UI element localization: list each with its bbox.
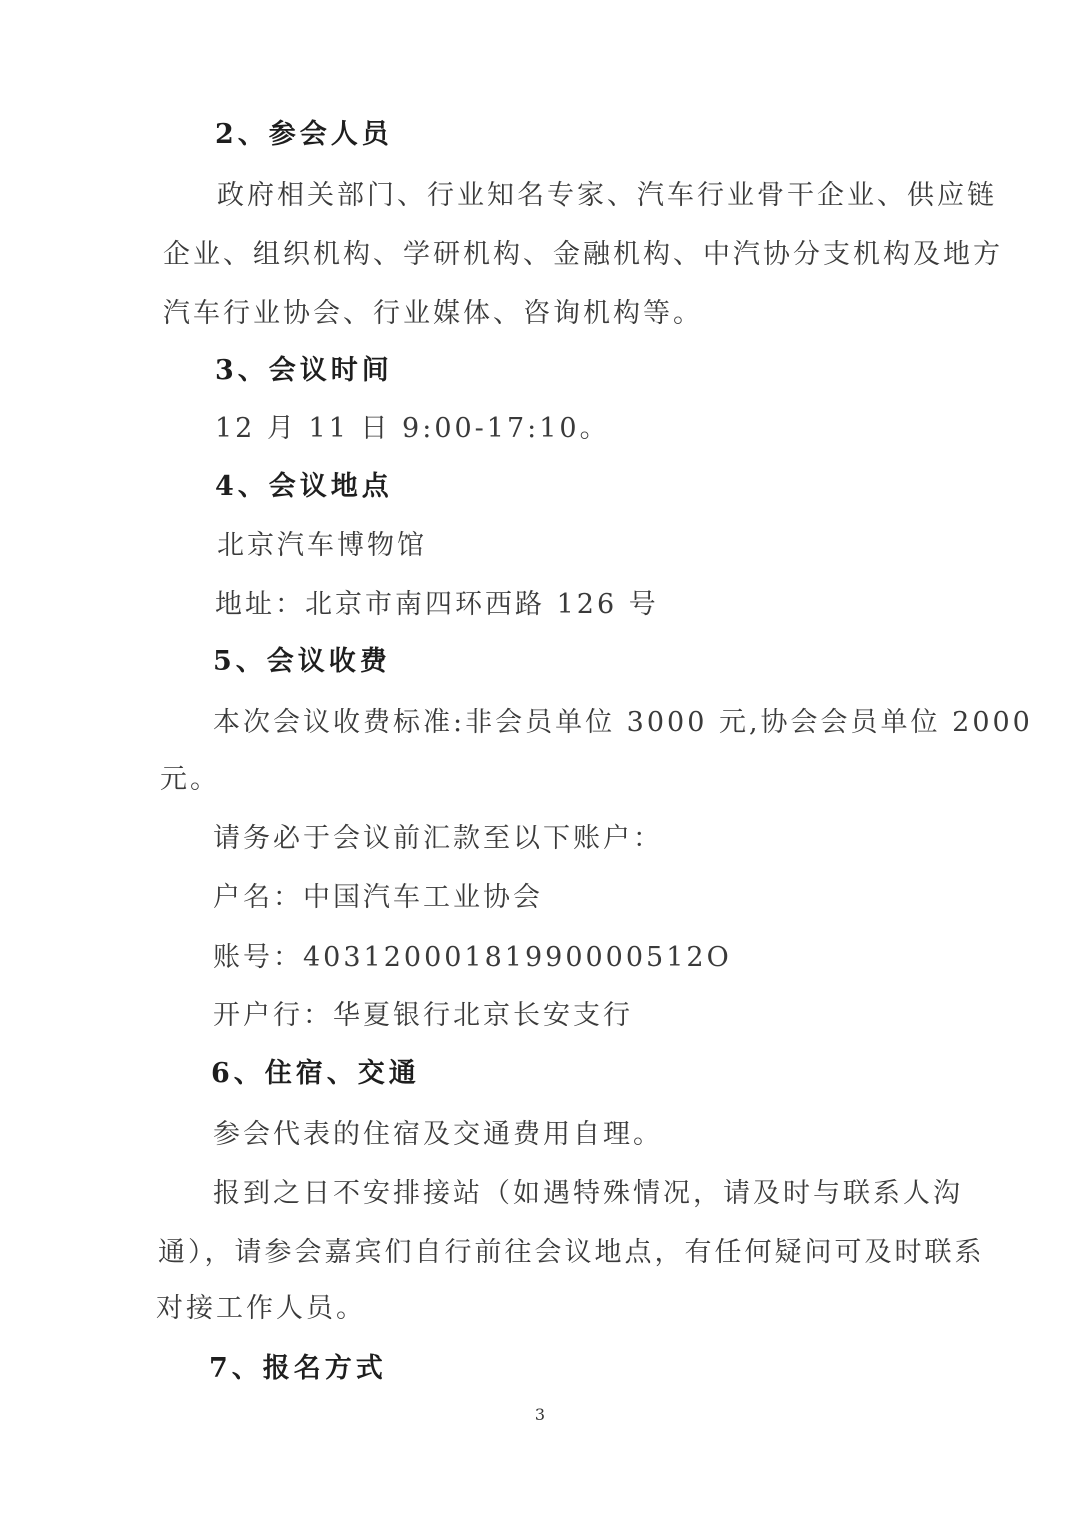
accommodation-note: 参会代表的住宿及交通费用自理。 bbox=[213, 1119, 663, 1150]
section-2-heading: 2、参会人员 bbox=[215, 119, 393, 150]
section-2-line-1: 政府相关部门、行业知名专家、汽车行业骨干企业、供应链 bbox=[217, 180, 997, 211]
account-name: 户名：中国汽车工业协会 bbox=[213, 882, 543, 913]
section-4-heading: 4、会议地点 bbox=[215, 471, 393, 502]
section-5-heading: 5、会议收费 bbox=[213, 646, 391, 677]
page-number: 3 bbox=[534, 1405, 546, 1424]
transport-note-line-2: 通），请参会嘉宾们自行前往会议地点，有任何疑问可及时联系 bbox=[158, 1237, 985, 1268]
fee-standard-line-1: 本次会议收费标准:非会员单位 3000 元,协会会员单位 2000 bbox=[213, 707, 1033, 738]
section-6-heading: 6、住宿、交通 bbox=[211, 1058, 420, 1089]
meeting-venue: 北京汽车博物馆 bbox=[217, 530, 427, 561]
account-number: 账号：40312000181990000512O bbox=[213, 942, 732, 973]
bank-name: 开户行：华夏银行北京长安支行 bbox=[213, 1000, 633, 1031]
section-2-line-3: 汽车行业协会、行业媒体、咨询机构等。 bbox=[163, 298, 703, 329]
transport-note-line-3: 对接工作人员。 bbox=[156, 1293, 366, 1324]
section-7-heading: 7、报名方式 bbox=[209, 1353, 387, 1384]
section-2-line-2: 企业、组织机构、学研机构、金融机构、中汽协分支机构及地方 bbox=[163, 239, 1003, 270]
meeting-address: 地址：北京市南四环西路 126 号 bbox=[215, 589, 659, 620]
section-3-heading: 3、会议时间 bbox=[215, 355, 393, 386]
fee-standard-line-2: 元。 bbox=[160, 764, 220, 795]
remittance-instruction: 请务必于会议前汇款至以下账户： bbox=[213, 823, 663, 854]
transport-note-line-1: 报到之日不安排接站（如遇特殊情况，请及时与联系人沟 bbox=[213, 1178, 963, 1209]
meeting-time: 12 月 11 日 9:00-17:10。 bbox=[215, 413, 610, 444]
